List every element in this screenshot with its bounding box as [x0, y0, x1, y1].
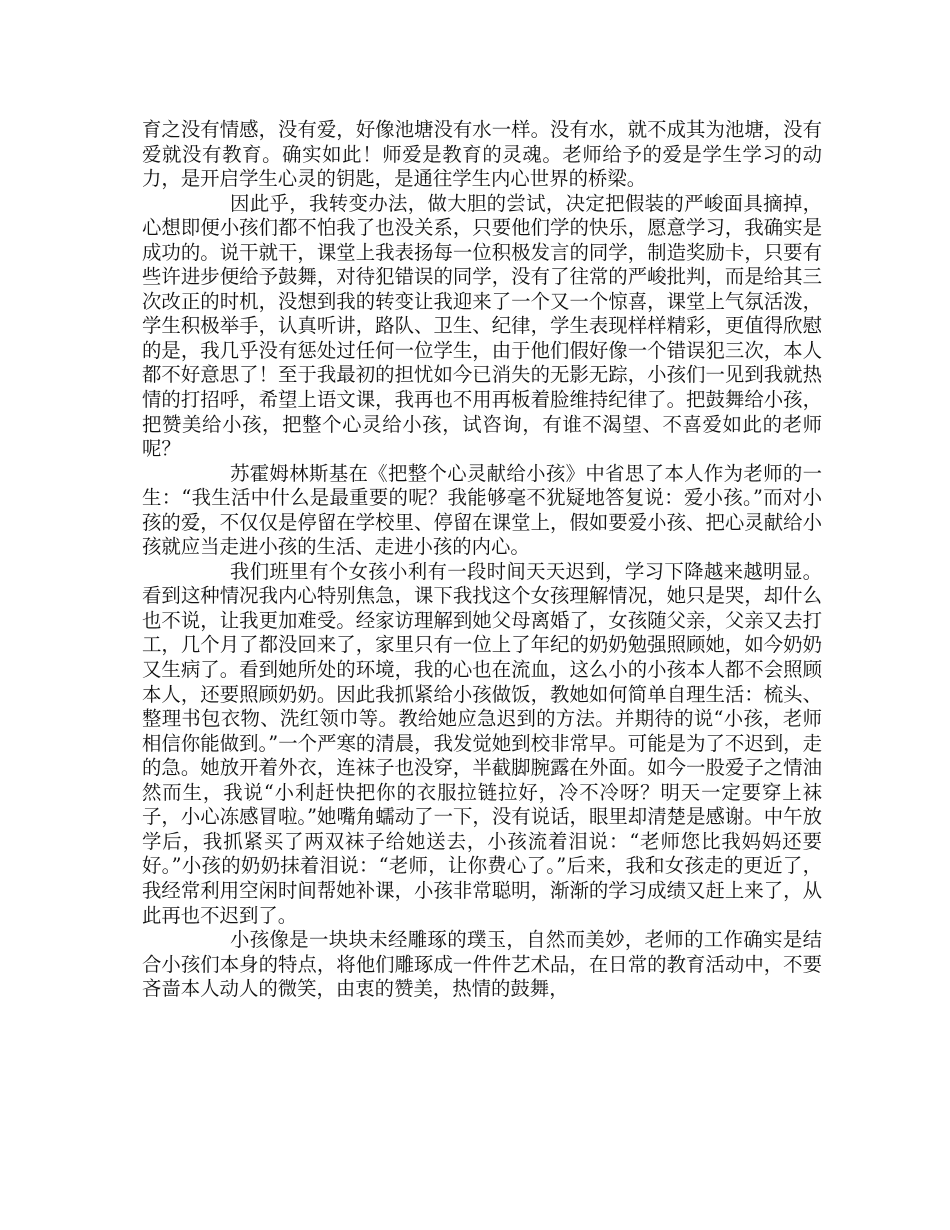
paragraph-3: 苏霍姆林斯基在《把整个心灵献给小孩》中省思了本人作为老师的一生：“我生活中什么是最重要的呢？我能够毫不犹疑地答复说：爱小孩。”而对小孩的爱，不仅仅是停留在学校里、停留在课堂上，假如要爱小孩、把心灵献给小孩就应当走进小孩的生活、走进小孩的内心。 [142, 461, 822, 559]
document-body [142, 118, 822, 1002]
paragraph-4: 我们班里有个女孩小利有一段时间天天迟到，学习下降越来越明显。看到这种情况我内心特别焦急，课下我找这个女孩理解情况，她只是哭，却什么也不说，让我更加难受。经家访理解到她父母离婚了，女孩随父亲，父亲又去打工，几个月了都没回来了，家里只有一位上了年纪的奶奶勉强照顾她，如今奶奶又生病了。看到她所处的环境，我的心也在流血，这么小的小孩本人都不会照顾本人，还要照顾奶奶。因此我抓紧给小孩做饭，教她如何简单自理生活：梳头、整理书包衣物、洗红领巾等。教给她应急迟到的方法。并期待的说“小孩，老师相信你能做到。”一个严寒的清晨，我发觉她到校非常早。可能是为了不迟到，走的急。她放开着外衣，连袜子也没穿，半截脚腕露在外面。如今一股爱子之情油然而生，我说“小利赶快把你的衣服拉链拉好，冷不冷呀？明天一定要穿上袜子，小心冻感冒啦。”她嘴角蠕动了一下，没有说话，眼里却清楚是感谢。中午放学后，我抓紧买了两双袜子给她送去，小孩流着泪说：“老师您比我妈妈还要好。”小孩的奶奶抹着泪说：“老师，让你费心了。”后来，我和女孩走的更近了，我经常利用空闲时间帮她补课，小孩非常聪明，渐渐的学习成绩又赶上来了，从此再也不迟到了。 [142, 559, 822, 927]
paragraph-2: 因此乎，我转变办法，做大胆的尝试，决定把假装的严峻面具摘掉，心想即便小孩们都不怕我了也没关系，只要他们学的快乐，愿意学习，我确实是成功的。说干就干，课堂上我表扬每一位积极发言的同学，制造奖励卡，只要有些许进步便给予鼓舞，对待犯错误的同学，没有了往常的严峻批判，而是给其三次改正的时机，没想到我的转变让我迎来了一个又一个惊喜，课堂上气氛活泼，学生积极举手，认真听讲，路队、卫生、纪律，学生表现样样精彩，更值得欣慰的是，我几乎没有惩处过任何一位学生，由于他们假好像一个错误犯三次，本人都不好意思了！至于我最初的担忧如今已消失的无影无踪，小孩们一见到我就热情的打招呼，希望上语文课，我再也不用再板着脸维持纪律了。把鼓舞给小孩，把赞美给小孩，把整个心灵给小孩，试咨询，有谁不渴望、不喜爱如此的老师呢？ [142, 191, 822, 461]
paragraph-1: 育之没有情感，没有爱，好像池塘没有水一样。没有水，就不成其为池塘，没有爱就没有教育。确实如此！师爱是教育的灵魂。老师给予的爱是学生学习的动力，是开启学生心灵的钥匙，是通往学生内心世界的桥梁。 [142, 118, 822, 191]
paragraph-5: 小孩像是一块块未经雕琢的璞玉，自然而美妙，老师的工作确实是结合小孩们本身的特点，将他们雕琢成一件件艺术品，在日常的教育活动中，不要吝啬本人动人的微笑，由衷的赞美，热情的鼓舞， [142, 928, 822, 1001]
